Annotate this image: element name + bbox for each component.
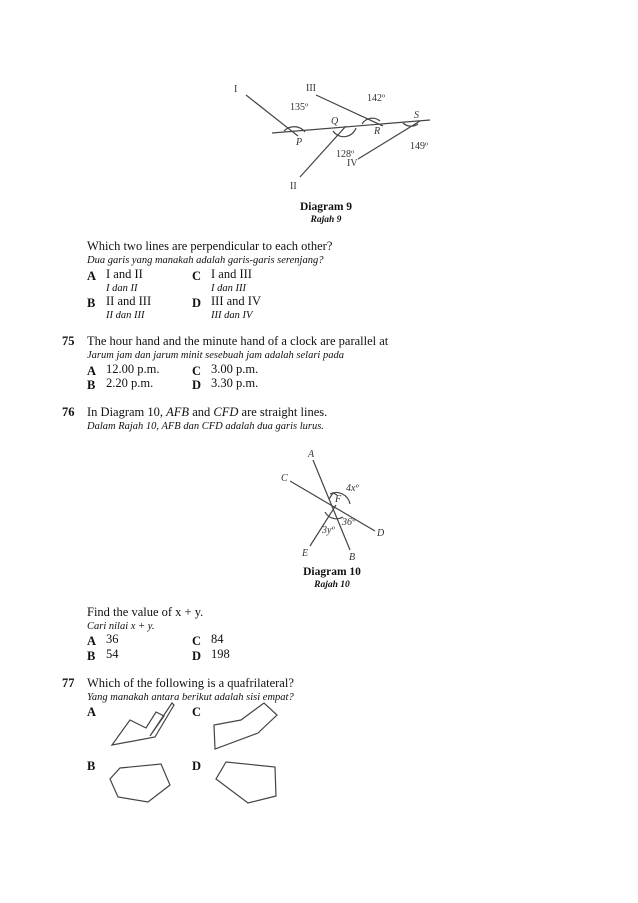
option-letter: C [192, 705, 202, 719]
label-B: B [349, 552, 356, 563]
diagram-9-caption: Diagram 9 [299, 201, 353, 213]
label-C: C [281, 473, 288, 484]
q74-option-c-text: I and III [211, 267, 252, 281]
q75-text: The hour hand and the minute hand of a clock are parallel at [87, 334, 389, 348]
option-letter: B [87, 759, 96, 773]
shape-b [110, 764, 170, 802]
label-E: E [302, 548, 309, 559]
shape-d [216, 762, 276, 803]
angle-142: 142º [367, 93, 386, 104]
q75-text-ms: Jarum jam dan jarum minit sesebuah jam adalah selari pada [87, 350, 344, 361]
option-letter: C [192, 634, 202, 648]
diagram-10-caption: Diagram 10 [303, 566, 361, 578]
label-II: II [290, 181, 297, 192]
label-III: III [306, 83, 316, 94]
label-S: S [414, 110, 419, 121]
option-letter: A [87, 269, 97, 283]
option-letter: D [192, 378, 202, 392]
option-letter: A [87, 634, 97, 648]
q74-option-c-text-ms: I dan III [211, 283, 246, 294]
q76-option-c-text: 84 [211, 632, 224, 646]
label-F: F [335, 494, 342, 505]
label-D: D [377, 528, 385, 539]
angle-4x: 4xº [346, 483, 359, 494]
diagram-9-caption-ms: Rajah 9 [310, 215, 342, 225]
q77-number: 77 [62, 676, 75, 690]
angle-135: 135º [290, 102, 309, 113]
q76-option-a-text: 36 [106, 632, 119, 646]
q77-text: Which of the following is a quafrilateral? [87, 676, 294, 690]
q76-option-d-text: 198 [211, 647, 230, 661]
q75-option-d-text: 3.30 p.m. [211, 376, 259, 390]
q76-number: 76 [62, 405, 75, 419]
q75-option-c-text: 3.00 p.m. [211, 362, 259, 376]
option-letter: B [87, 296, 96, 310]
shape-c [214, 703, 277, 749]
q74-text-ms: Dua garis yang manakah adalah garis-garis serenjang? [87, 255, 324, 266]
angle-149: 149º [410, 141, 429, 152]
option-letter: C [192, 364, 202, 378]
q75-option-a-text: 12.00 p.m. [106, 362, 160, 376]
q76-text: In Diagram 10, AFB and CFD are straight lines. [87, 405, 328, 419]
label-R: R [374, 126, 381, 137]
q76-find: Find the value of x + y. [87, 605, 204, 619]
q74-option-a-text-ms: I dan II [106, 283, 138, 294]
angle-128: 128º [336, 149, 355, 160]
q75-option-b-text: 2.20 p.m. [106, 376, 154, 390]
label-A: A [308, 449, 315, 460]
option-letter: B [87, 649, 96, 663]
q74-option-b-text-ms: II dan III [106, 310, 145, 321]
label-I: I [234, 84, 238, 95]
option-letter: A [87, 364, 97, 378]
q76-text-ms: Dalam Rajah 10, AFB dan CFD adalah dua garis lurus. [87, 421, 324, 432]
q74-text: Which two lines are perpendicular to each other? [87, 239, 333, 253]
label-IV: IV [347, 158, 358, 169]
q74-option-d-text-ms: III dan IV [211, 310, 253, 321]
option-letter: D [192, 649, 202, 663]
option-letter: C [192, 269, 202, 283]
angle-3y: 3yº [322, 525, 335, 536]
option-letter: D [192, 759, 202, 773]
option-letter: B [87, 378, 96, 392]
q76-option-b-text: 54 [106, 647, 119, 661]
q75-number: 75 [62, 334, 75, 348]
diagram-10-caption-ms: Rajah 10 [314, 580, 350, 590]
q76-find-ms: Cari nilai x + y. [87, 621, 155, 632]
q74-option-a-text: I and II [106, 267, 143, 281]
label-P: P [296, 137, 303, 148]
angle-36: 36º [342, 517, 356, 528]
option-letter: A [87, 705, 97, 719]
label-Q: Q [331, 116, 339, 127]
q77-text-ms: Yang manakah antara berikut adalah sisi empat? [87, 692, 294, 703]
option-letter: D [192, 296, 202, 310]
q74-option-d-text: III and IV [211, 294, 261, 308]
q74-option-b-text: II and III [106, 294, 152, 308]
shape-a [112, 703, 174, 745]
